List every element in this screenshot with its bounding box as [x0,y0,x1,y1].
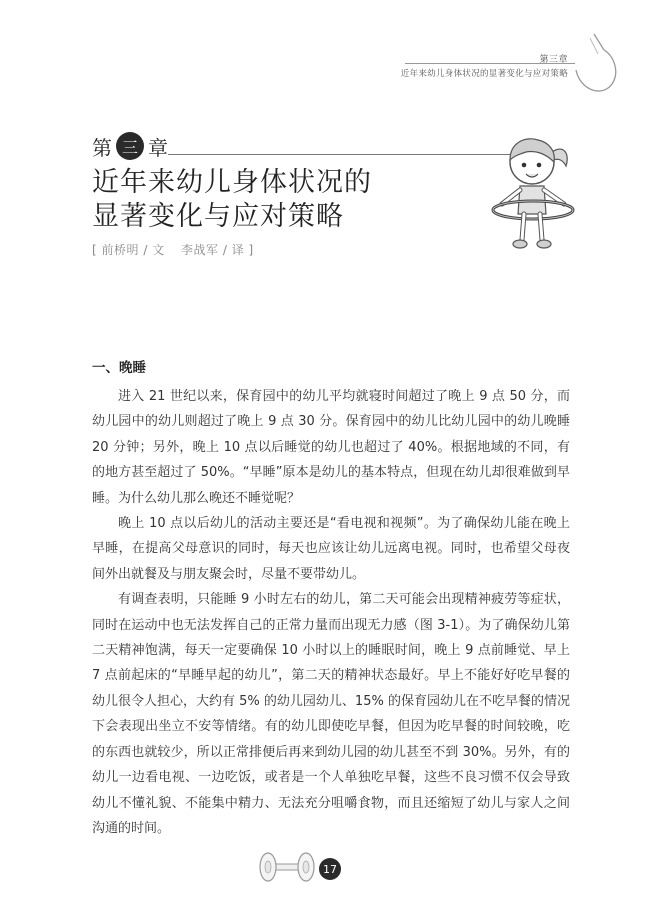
page-number: 17 [319,858,341,880]
translator-name: 李战军 / 译 [181,243,245,257]
chapter-rule [168,154,522,155]
chapter-title-line-1: 近年来幼儿身体状况的 [92,167,372,198]
chapter-label [92,131,168,161]
author-credit [92,241,254,258]
body-text [92,384,570,841]
running-header-chapter: 第三章 [539,55,568,65]
chapter-number-badge: 三 [116,132,144,160]
paragraph: 有调查表明，只能睡 9 小时左右的幼儿，第二天可能会出现精神疲劳等症状，同时在运动中也无法发挥自己的正常力量而出现无力感（图 3-1）。为了确保幼儿第二天精神饱满，每天一定要确保 10 小时以上的睡眠时间，晚上 9 点前睡觉、早上 7 点前起床的“早睡早起的幼儿”，第二天的精神状态最好。早上不能好好吃早餐的幼儿很令人担心，大约有 5% 的幼儿园幼儿、15% 的保育园幼儿在不吃早餐的情况下会表现出坐立不安等情绪。有的幼儿即使吃早餐，但因为吃早餐的时间较晚，吃的东西也就较少，所以正常排便后再来到幼儿园的幼儿甚至不到 30%。另外，有的幼儿一边看电视、一边吃饭，或者是一个人单独吃早餐，这些不良习惯不仅会导致幼儿不懂礼貌、不能集中精力、无法充分咀嚼食物，而且还缩短了幼儿与家人之间沟通的时间。 [92,592,570,836]
running-header-rule [405,63,575,64]
paragraph: 进入 21 世纪以来，保育园中的幼儿平均就寝时间超过了晚上 9 点 50 分，而幼儿园中的幼儿则超过了晚上 9 点 30 分。保育园中的幼儿比幼儿园中的幼儿晚睡 20 分钟；另外，晚上 10 点以后睡觉的幼儿也超过了 40%。根据地域的不同，有的地方甚至超过了 50%。“早睡”原本是幼儿的基本特点，但现在幼儿却很难做到早睡。为什么幼儿那么晚还不睡觉呢？ [92,389,570,506]
author-name: 前桥明 / 文 [101,243,165,257]
section-heading: 一、晚睡 [92,360,146,376]
chapter-title [92,166,372,234]
dumbbell-icon [254,850,320,884]
author-bracket-open: [ [92,243,98,257]
chapter-suffix: 章 [148,135,168,160]
chapter-prefix: 第 [92,135,112,160]
author-bracket-close: ] [248,243,254,257]
paragraph: 晚上 10 点以后幼儿的活动主要还是“看电视和视频”。为了确保幼儿能在晚上早睡，在提高父母意识的同时，每天也应该让幼儿远离电视。同时，也希望父母夜间外出就餐及与朋友聚会时，尽量不要带幼儿。 [92,516,570,582]
running-header-title: 近年来幼儿身体状况的显著变化与应对策略 [400,69,568,79]
girl-hula-hoop-illustration [486,130,586,254]
chapter-title-line-2: 显著变化与应对策略 [92,201,344,232]
